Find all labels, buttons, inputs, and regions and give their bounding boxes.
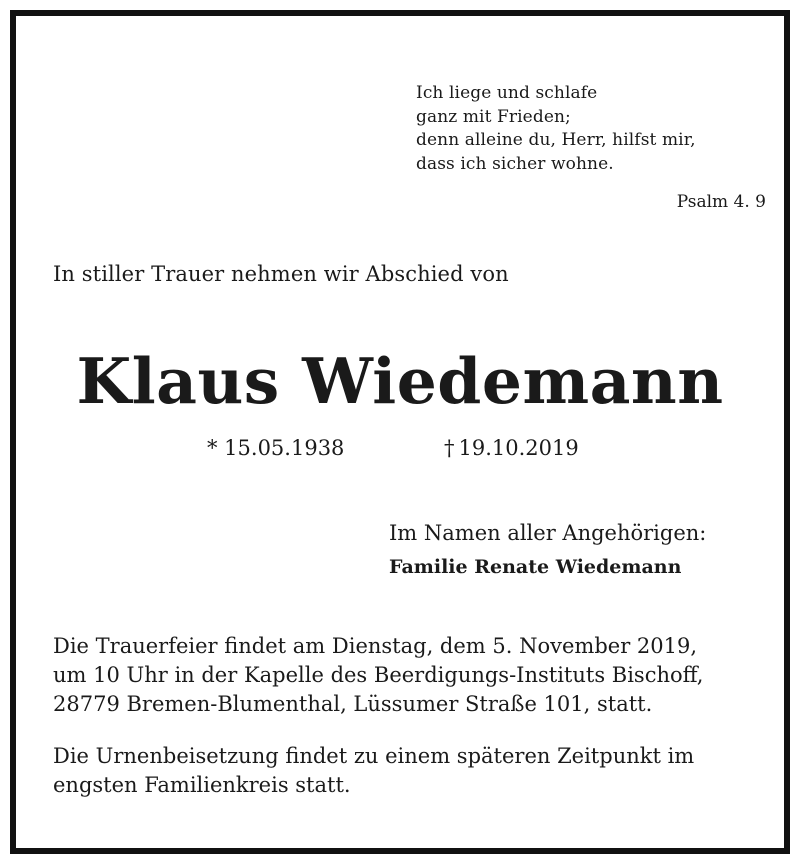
funeral-info xyxy=(53,632,704,719)
family-name: Familie Renate Wiedemann xyxy=(389,556,682,578)
psalm-reference: Psalm 4. 9 xyxy=(676,192,766,212)
deceased-name: Klaus Wiedemann xyxy=(76,344,724,418)
funeral-line: 28779 Bremen-Blumenthal, Lüssumer Straße 101, statt. xyxy=(53,692,653,716)
obituary-notice xyxy=(10,10,790,854)
urn-line: engsten Familienkreis statt. xyxy=(53,773,351,797)
urn-burial-info xyxy=(53,742,694,800)
urn-line: Die Urnenbeisetzung findet zu einem späteren Zeitpunkt im xyxy=(53,744,695,768)
family-intro: Im Namen aller Angehörigen: xyxy=(389,521,707,545)
psalm-line: denn alleine du, Herr, hilfst mir, xyxy=(416,130,696,150)
psalm-quote xyxy=(416,82,766,176)
psalm-line: dass ich sicher wohne. xyxy=(416,153,614,174)
death-date-group xyxy=(444,436,579,460)
birth-date: * 15.05.1938 xyxy=(207,436,345,460)
farewell-intro: In stiller Trauer nehmen wir Abschied von xyxy=(53,262,509,286)
family-signature xyxy=(389,516,706,584)
psalm-line: Ich liege und schlafe xyxy=(416,83,598,103)
psalm-line: ganz mit Frieden; xyxy=(416,106,571,127)
funeral-line: um 10 Uhr in der Kapelle des Beerdigungs-Instituts Bischoff, xyxy=(53,663,704,687)
cross-icon: † xyxy=(444,436,455,460)
death-date: 19.10.2019 xyxy=(458,436,579,460)
funeral-line: Die Trauerfeier findet am Dienstag, dem 5. November 2019, xyxy=(53,634,698,658)
